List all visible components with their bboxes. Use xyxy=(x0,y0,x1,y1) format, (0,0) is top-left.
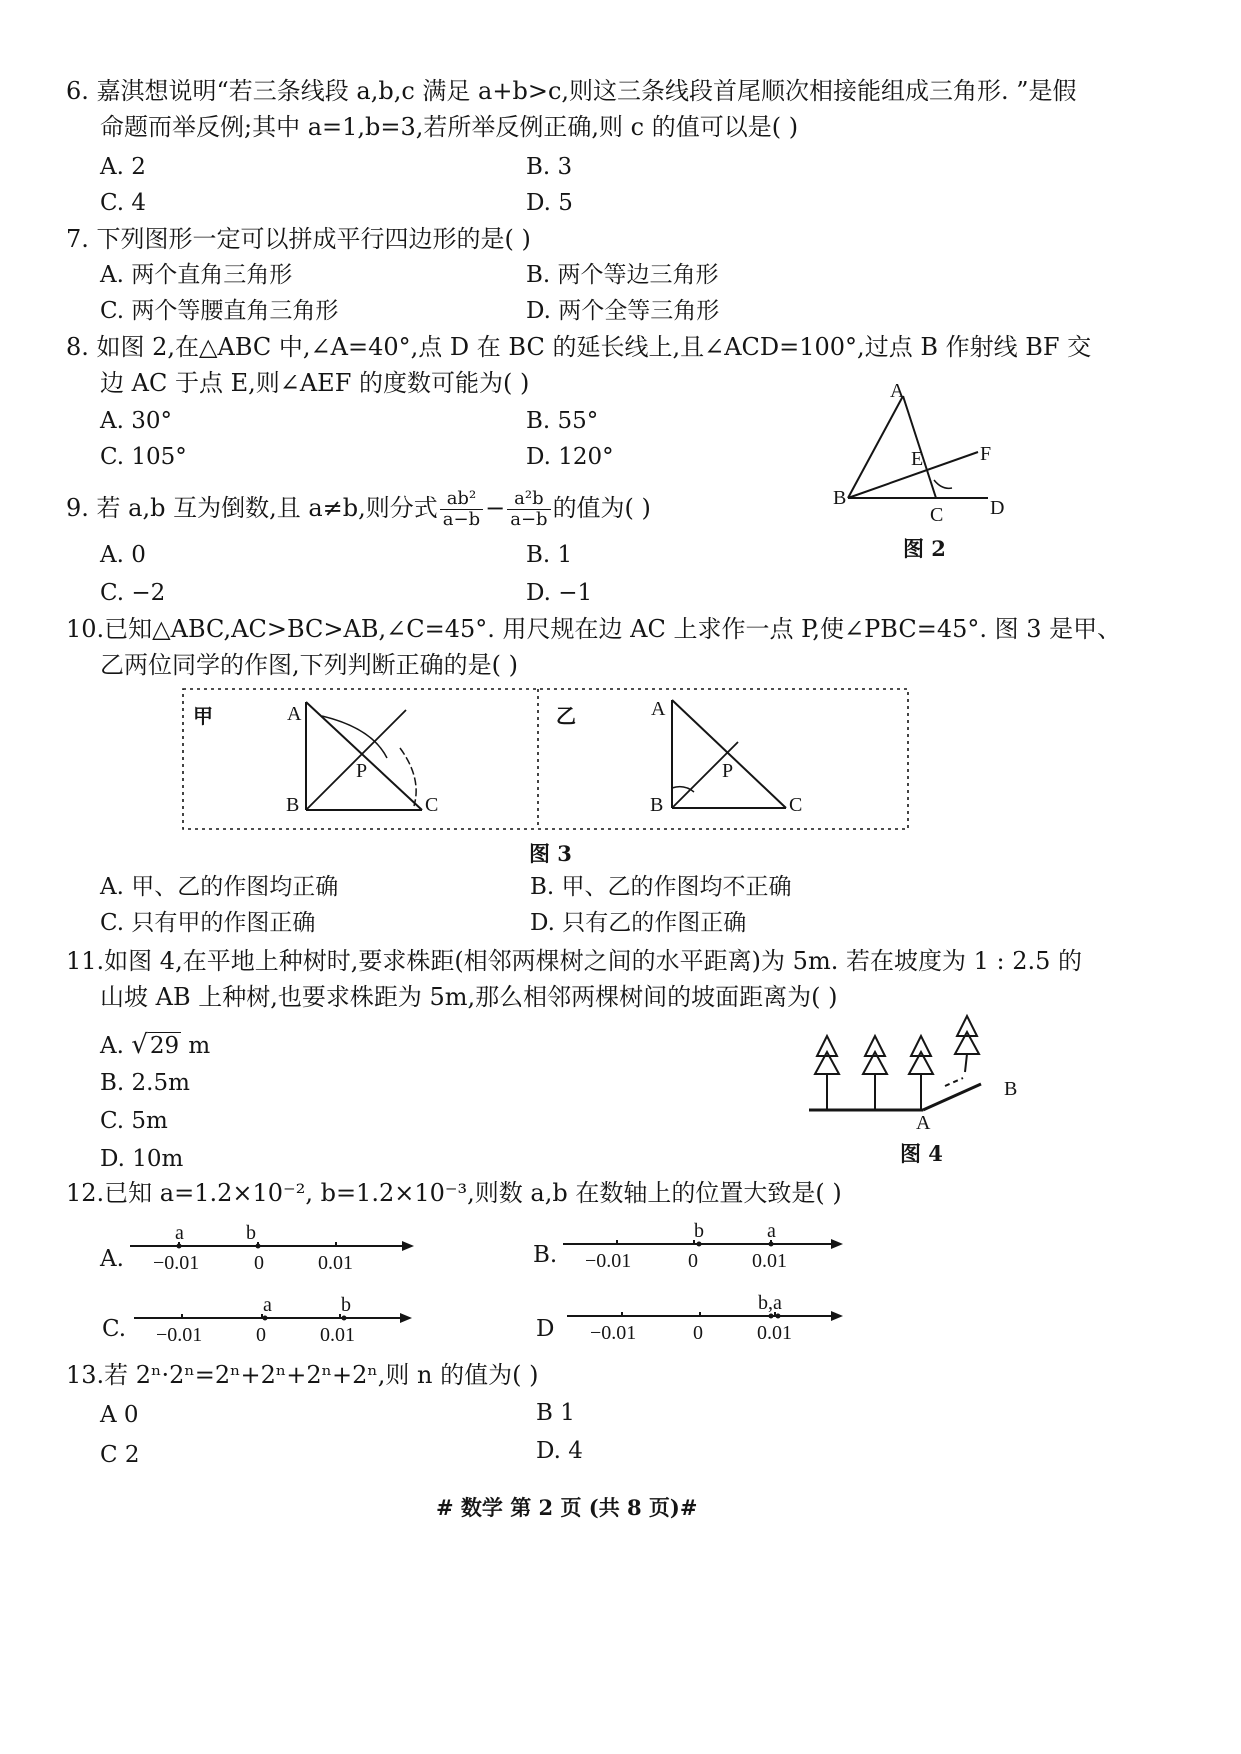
q9-fraction-1 xyxy=(440,489,483,530)
q10-option-d[interactable]: D. 只有乙的作图正确 xyxy=(530,910,747,936)
q9-line-1 xyxy=(66,488,651,530)
fig2-caption: 图 2 xyxy=(903,536,946,561)
q9-option-a[interactable]: A. 0 xyxy=(100,542,146,568)
q12-b-tick-1: −0.01 xyxy=(585,1250,632,1272)
fig3-yi-label-c: C xyxy=(789,794,803,816)
q12-option-a-letter[interactable]: A. xyxy=(100,1246,124,1272)
q10-option-a[interactable]: A. 甲、乙的作图均正确 xyxy=(100,874,339,900)
arrow-icon xyxy=(402,1241,414,1251)
fig2-label-c: C xyxy=(930,504,944,526)
q12-b-point-a: a xyxy=(767,1220,776,1242)
q11-option-a-radicand: 29 xyxy=(149,1033,180,1059)
q8-option-a[interactable]: A. 30° xyxy=(100,408,172,434)
q6-line-2: 命题而举反例;其中 a=1,b=3,若所举反例正确,则 c 的值可以是( ) xyxy=(100,113,799,141)
q12-b-tick-2: 0 xyxy=(688,1250,698,1272)
q8-option-d[interactable]: D. 120° xyxy=(526,444,614,470)
fig3-yi-label-p: P xyxy=(722,760,734,782)
q12-c-tick-1: −0.01 xyxy=(156,1324,203,1346)
tree-icon xyxy=(955,1016,979,1072)
arrow-icon xyxy=(400,1313,412,1323)
q12-a-tick-2: 0 xyxy=(254,1252,264,1274)
fig2-angle-mark xyxy=(934,480,952,488)
q8-option-c[interactable]: C. 105° xyxy=(100,444,187,470)
figure-4-tree-slope-diagram xyxy=(805,1012,1025,1122)
fig4-label-b: B xyxy=(1004,1078,1018,1100)
tree-icon xyxy=(909,1036,933,1110)
q6-option-d[interactable]: D. 5 xyxy=(526,190,573,216)
tree-icon xyxy=(863,1036,887,1110)
q6-option-c[interactable]: C. 4 xyxy=(100,190,147,216)
q12-d-point-ba: b,a xyxy=(758,1292,782,1314)
fig3-jia-label-a: A xyxy=(287,703,302,725)
q6-option-a[interactable]: A. 2 xyxy=(100,154,146,180)
fig3-panel-yi-label: 乙 xyxy=(556,706,576,728)
q11-option-b[interactable]: B. 2.5m xyxy=(100,1070,190,1096)
q13-option-d[interactable]: D. 4 xyxy=(536,1438,583,1464)
fig2-label-e: E xyxy=(911,448,924,470)
q12-d-tick-1: −0.01 xyxy=(590,1322,637,1344)
q9-option-b[interactable]: B. 1 xyxy=(526,542,573,568)
fig2-label-a: A xyxy=(890,380,905,402)
q7-option-d[interactable]: D. 两个全等三角形 xyxy=(526,298,720,324)
fig2-label-f: F xyxy=(980,443,992,465)
q12-c-tick-2: 0 xyxy=(256,1324,266,1346)
q11-option-a[interactable] xyxy=(100,1030,210,1061)
fig4-label-a: A xyxy=(916,1112,931,1134)
q11-line-2: 山坡 AB 上种树,也要求株距为 5m,那么相邻两棵树间的坡面距离为( ) xyxy=(100,983,838,1011)
fig2-segment-ac xyxy=(903,396,936,498)
arrow-icon xyxy=(831,1311,843,1321)
q12-d-tick-3: 0.01 xyxy=(757,1322,792,1344)
q12-a-point-b: b xyxy=(246,1222,256,1244)
fig2-label-b: B xyxy=(833,487,847,509)
tree-icon xyxy=(815,1036,839,1110)
fig3-jia-label-p: P xyxy=(356,760,368,782)
q12-c-tick-3: 0.01 xyxy=(320,1324,355,1346)
q7-option-b[interactable]: B. 两个等边三角形 xyxy=(526,262,719,288)
q11-line-1: 11.如图 4,在平地上种树时,要求株距(相邻两棵树之间的水平距离)为 5m. 若在坡度为 1 : 2.5 的 xyxy=(66,947,1083,975)
q13-option-b[interactable]: B 1 xyxy=(536,1400,575,1426)
q8-option-b[interactable]: B. 55° xyxy=(526,408,599,434)
q9-fraction-2 xyxy=(507,489,550,530)
fig3-yi-label-a: A xyxy=(651,698,666,720)
q11-option-d[interactable]: D. 10m xyxy=(100,1146,184,1172)
fig3-jia-label-c: C xyxy=(425,794,439,816)
q13-option-c[interactable]: C 2 xyxy=(100,1442,140,1468)
q12-b-point-b: b xyxy=(694,1220,704,1242)
q9-minus: − xyxy=(485,494,506,522)
q10-line-1: 10.已知△ABC,AC>BC>AB,∠C=45°. 用尺规在边 AC 上求作一点 P,使∠PBC=45°. 图 3 是甲、 xyxy=(66,615,1122,643)
q7-line-1: 7. 下列图形一定可以拼成平行四边形的是( ) xyxy=(66,225,531,253)
q7-option-a[interactable]: A. 两个直角三角形 xyxy=(100,262,293,288)
sqrt-icon: √ xyxy=(131,1030,148,1060)
q6-option-b[interactable]: B. 3 xyxy=(526,154,573,180)
q12-c-point-b: b xyxy=(341,1294,351,1316)
q12-option-c-letter[interactable]: C. xyxy=(102,1316,127,1342)
q9-option-c[interactable]: C. −2 xyxy=(100,580,166,606)
arrow-icon xyxy=(831,1239,843,1249)
q10-line-2: 乙两位同学的作图,下列判断正确的是( ) xyxy=(100,651,518,679)
fig3-jia-arc-1 xyxy=(322,716,387,758)
q9-suffix: 的值为( ) xyxy=(552,494,651,522)
q10-option-c[interactable]: C. 只有甲的作图正确 xyxy=(100,910,316,936)
page-footer: # 数学 第 2 页 (共 8 页)# xyxy=(436,1495,698,1520)
q7-option-c[interactable]: C. 两个等腰直角三角形 xyxy=(100,298,339,324)
q11-option-a-prefix: A. xyxy=(100,1033,132,1059)
q11-option-c[interactable]: C. 5m xyxy=(100,1108,168,1134)
q12-c-point-a: a xyxy=(263,1294,272,1316)
q11-option-a-unit: m xyxy=(181,1033,211,1059)
fig2-segment-ab xyxy=(848,396,903,498)
q9-frac2-denominator: a−b xyxy=(510,509,548,530)
q8-line-1: 8. 如图 2,在△ABC 中,∠A=40°,点 D 在 BC 的延长线上,且∠ACD=100°,过点 B 作射线 BF 交 xyxy=(66,333,1092,361)
q9-frac2-numerator: a²b xyxy=(507,489,550,510)
q9-prefix: 9. 若 a,b 互为倒数,且 a≠b,则分式 xyxy=(66,494,438,522)
q12-a-tick-3: 0.01 xyxy=(318,1252,353,1274)
q8-line-2: 边 AC 于点 E,则∠AEF 的度数可能为( ) xyxy=(100,369,530,397)
q12-a-tick-1: −0.01 xyxy=(153,1252,200,1274)
q12-option-b-letter[interactable]: B. xyxy=(533,1242,558,1268)
q12-a-point-a: a xyxy=(175,1222,184,1244)
fig4-dash xyxy=(945,1078,963,1086)
q10-option-b[interactable]: B. 甲、乙的作图均不正确 xyxy=(530,874,792,900)
q6-line-1: 6. 嘉淇想说明“若三条线段 a,b,c 满足 a+b>c,则这三条线段首尾顺次相接能组成三角形. ”是假 xyxy=(66,77,1077,105)
q12-option-d-letter[interactable]: D xyxy=(536,1316,555,1342)
fig3-panel-jia-label: 甲 xyxy=(193,706,213,728)
q9-frac1-numerator: ab² xyxy=(440,489,483,510)
q13-option-a[interactable]: A 0 xyxy=(100,1402,139,1428)
q12-d-tick-2: 0 xyxy=(693,1322,703,1344)
fig4-caption: 图 4 xyxy=(900,1141,943,1166)
fig2-label-d: D xyxy=(990,497,1005,519)
fig3-caption: 图 3 xyxy=(529,841,572,866)
q12-line-1: 12.已知 a=1.2×10⁻², b=1.2×10⁻³,则数 a,b 在数轴上的位置大致是( ) xyxy=(66,1179,842,1207)
fig3-yi-arc xyxy=(672,787,694,792)
q9-option-d[interactable]: D. −1 xyxy=(526,580,593,606)
q13-line-1: 13.若 2ⁿ·2ⁿ=2ⁿ+2ⁿ+2ⁿ+2ⁿ,则 n 的值为( ) xyxy=(66,1361,539,1389)
q9-frac1-denominator: a−b xyxy=(442,509,481,530)
fig4-slope xyxy=(923,1084,981,1110)
fig3-yi-label-b: B xyxy=(650,794,664,816)
fig3-jia-label-b: B xyxy=(286,794,300,816)
q12-b-tick-3: 0.01 xyxy=(752,1250,787,1272)
